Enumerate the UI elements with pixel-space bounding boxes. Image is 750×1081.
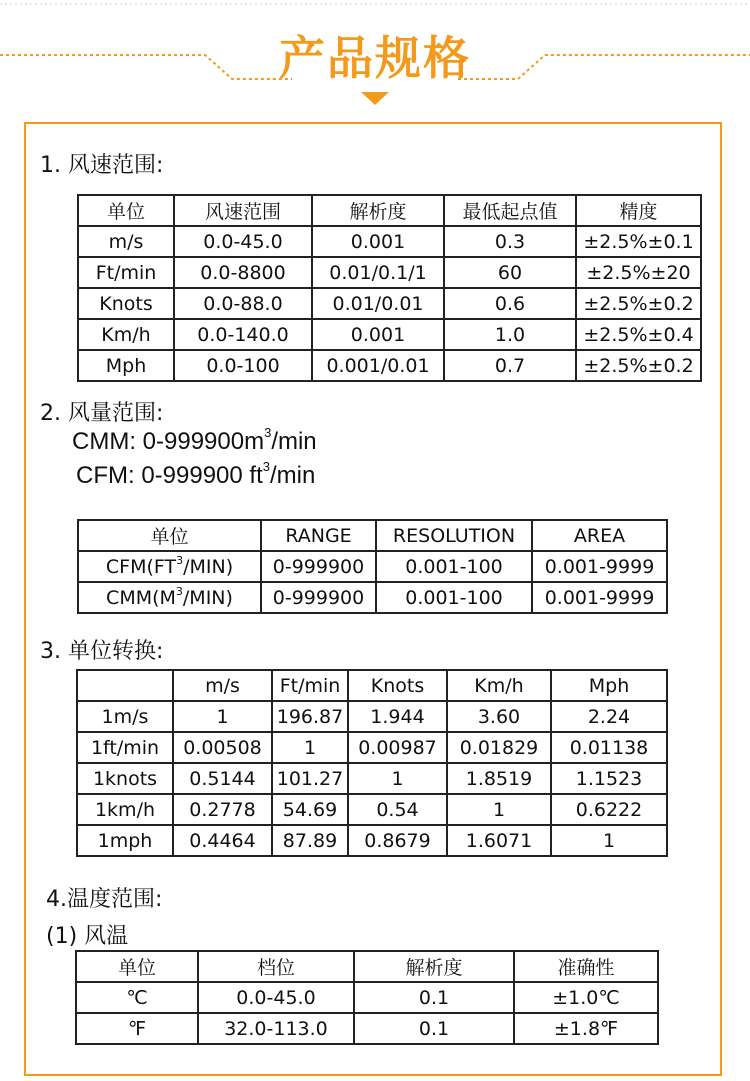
table-cell: 0.001-100 — [376, 551, 532, 582]
table-cell: ℃ — [76, 982, 198, 1013]
unit-pre: CFM(FT — [105, 555, 177, 578]
table-cell: 0.8679 — [348, 825, 447, 856]
header-cell: 单位 — [78, 195, 174, 226]
header-cell: 准确性 — [514, 951, 658, 982]
table-row — [76, 982, 658, 1013]
table-cell: 0.0-8800 — [174, 257, 312, 288]
table-cell: 0.01/0.01 — [312, 288, 444, 319]
table-cell: 1.1523 — [551, 763, 667, 794]
table-cell: 0.0-100 — [174, 350, 312, 381]
table-cell: 0.001 — [312, 226, 444, 257]
table-cell: 0.001-9999 — [532, 582, 667, 613]
table-cell: ±2.5%±0.2 — [576, 350, 701, 381]
table-cell: 0.54 — [348, 794, 447, 825]
table-cell: Km/h — [78, 319, 174, 350]
table-cell: 0.5144 — [173, 763, 272, 794]
table-cell: 0.6222 — [551, 794, 667, 825]
table-row — [77, 732, 667, 763]
table-cell: 87.89 — [272, 825, 348, 856]
header-cell: 解析度 — [354, 951, 514, 982]
unit-post: /MIN) — [183, 555, 234, 578]
table-cell: 0.001 — [312, 319, 444, 350]
table-row — [78, 288, 701, 319]
table-cell: ±2.5%±20 — [576, 257, 701, 288]
unit-pre: CMM(M — [106, 586, 176, 609]
table-cell: ℉ — [76, 1013, 198, 1044]
table-cell: 0.3 — [444, 226, 576, 257]
header-cell: Ft/min — [272, 670, 348, 701]
header-cell: RANGE — [261, 520, 376, 551]
table-cell: 1 — [447, 794, 551, 825]
cfm-unit: /min — [269, 462, 316, 489]
table-cell: 54.69 — [272, 794, 348, 825]
table-cell: ±2.5%±0.4 — [576, 319, 701, 350]
table-row — [77, 763, 667, 794]
table-header-row — [78, 520, 667, 551]
section-3-heading: 3. 单位转换: — [40, 639, 164, 664]
air-volume-table — [77, 519, 668, 614]
table-row — [78, 226, 701, 257]
table-cell: 0.0-88.0 — [174, 288, 312, 319]
table-cell: 196.87 — [272, 701, 348, 732]
table-row — [78, 350, 701, 381]
cfm-range-line — [76, 459, 316, 490]
header-cell: Km/h — [447, 670, 551, 701]
table-cell — [78, 551, 261, 582]
table-cell: 0.7 — [444, 350, 576, 381]
table-row — [77, 794, 667, 825]
cmm-sup: 3 — [264, 425, 272, 440]
table-cell: 0.2778 — [173, 794, 272, 825]
table-cell: 0.001/0.01 — [312, 350, 444, 381]
header-cell: 档位 — [198, 951, 354, 982]
table-cell: ±2.5%±0.1 — [576, 226, 701, 257]
table-cell: m/s — [78, 226, 174, 257]
header-cell: Knots — [348, 670, 447, 701]
table-header-row — [76, 951, 658, 982]
wind-speed-table — [77, 194, 702, 382]
table-cell: 1knots — [77, 763, 173, 794]
table-cell: 60 — [444, 257, 576, 288]
table-cell: 32.0-113.0 — [198, 1013, 354, 1044]
table-cell: 0-999900 — [261, 582, 376, 613]
table-cell: 1km/h — [77, 794, 173, 825]
unit-sup: 3 — [176, 553, 184, 567]
cmm-unit: /min — [271, 428, 317, 455]
table-row — [78, 582, 667, 613]
down-arrow-icon — [361, 92, 389, 105]
header-cell: 单位 — [76, 951, 198, 982]
table-cell: 1 — [551, 825, 667, 856]
header-cell: 解析度 — [312, 195, 444, 226]
table-cell: 0.0-45.0 — [174, 226, 312, 257]
table-cell: 0.1 — [354, 1013, 514, 1044]
table-cell: 1.6071 — [447, 825, 551, 856]
cmm-range-line — [72, 425, 317, 456]
table-cell: 1mph — [77, 825, 173, 856]
table-cell: 0.4464 — [173, 825, 272, 856]
table-cell: 0.001-9999 — [532, 551, 667, 582]
header-cell: 单位 — [78, 520, 261, 551]
table-cell: 101.27 — [272, 763, 348, 794]
section-1-heading: 1. 风速范围: — [40, 153, 164, 178]
table-row — [76, 1013, 658, 1044]
table-cell — [78, 582, 261, 613]
header-cell: AREA — [532, 520, 667, 551]
unit-post: /MIN) — [182, 586, 233, 609]
table-cell: Mph — [78, 350, 174, 381]
table-cell: 1.8519 — [447, 763, 551, 794]
cfm-label: CFM: 0-999900 ft — [76, 462, 263, 489]
table-cell: 0.001-100 — [376, 582, 532, 613]
table-cell: Knots — [78, 288, 174, 319]
table-cell: 2.24 — [551, 701, 667, 732]
table-cell: 1.944 — [348, 701, 447, 732]
table-header-row — [77, 670, 667, 701]
table-cell: 1 — [272, 732, 348, 763]
table-cell: 3.60 — [447, 701, 551, 732]
header-cell: Mph — [551, 670, 667, 701]
table-row — [77, 825, 667, 856]
table-row — [78, 319, 701, 350]
cmm-label: CMM: 0-999900m — [72, 428, 265, 455]
table-cell: ±1.0℃ — [514, 982, 658, 1013]
table-cell: 0.1 — [354, 982, 514, 1013]
table-cell: ±2.5%±0.2 — [576, 288, 701, 319]
section-4-subheading: (1) 风温 — [46, 924, 129, 949]
page-title: 产品规格 — [279, 31, 471, 85]
table-cell: 0.6 — [444, 288, 576, 319]
table-cell: 1.0 — [444, 319, 576, 350]
header-cell — [77, 670, 173, 701]
header-cell: 风速范围 — [174, 195, 312, 226]
table-row — [77, 701, 667, 732]
table-cell: 0.00508 — [173, 732, 272, 763]
table-cell: 1m/s — [77, 701, 173, 732]
unit-conversion-table — [76, 669, 668, 857]
table-cell: 1ft/min — [77, 732, 173, 763]
table-cell: 0-999900 — [261, 551, 376, 582]
table-header-row — [78, 195, 701, 226]
table-cell: 0.0-45.0 — [198, 982, 354, 1013]
section-2-heading: 2. 风量范围: — [40, 401, 164, 426]
table-cell: 0.01/0.1/1 — [312, 257, 444, 288]
table-row — [78, 551, 667, 582]
section-4-heading: 4.温度范围: — [46, 887, 163, 912]
unit-sup: 3 — [175, 584, 183, 598]
header-cell: 精度 — [576, 195, 701, 226]
table-cell: 0.00987 — [348, 732, 447, 763]
page-header — [0, 0, 750, 110]
table-cell: 0.01138 — [551, 732, 667, 763]
table-cell: 1 — [173, 701, 272, 732]
header-cell: m/s — [173, 670, 272, 701]
table-cell: ±1.8℉ — [514, 1013, 658, 1044]
header-cell: RESOLUTION — [376, 520, 532, 551]
table-cell: 1 — [348, 763, 447, 794]
table-cell: 0.0-140.0 — [174, 319, 312, 350]
table-cell: 0.01829 — [447, 732, 551, 763]
temperature-table — [75, 950, 659, 1045]
header-cell: 最低起点值 — [444, 195, 576, 226]
cfm-sup: 3 — [262, 459, 270, 474]
table-cell: Ft/min — [78, 257, 174, 288]
table-row — [78, 257, 701, 288]
